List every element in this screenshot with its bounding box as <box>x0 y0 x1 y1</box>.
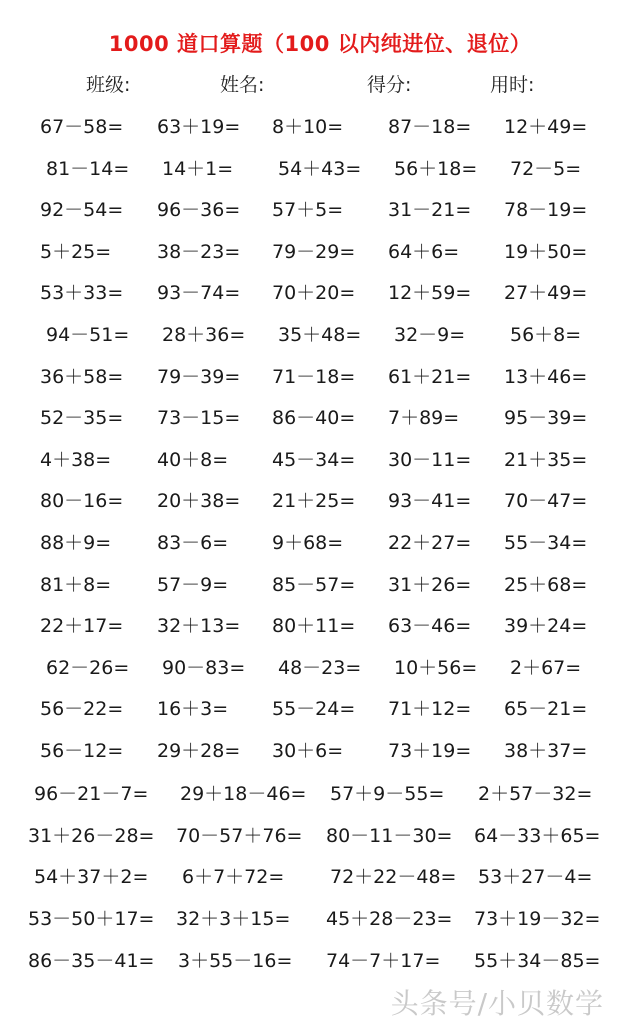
problem-cell: 30－11= <box>388 448 472 471</box>
problem-cell: 72＋22－48= <box>330 866 457 889</box>
problem-cell: 22＋17= <box>40 615 124 638</box>
problem-cell: 70－47= <box>504 490 588 513</box>
problem-cell: 5＋25= <box>40 240 112 263</box>
problem-cell: 2＋67= <box>510 656 582 679</box>
problem-cell: 92－54= <box>40 199 124 222</box>
problem-cell: 40＋8= <box>157 448 229 471</box>
problem-cell: 29＋28= <box>157 740 241 762</box>
problem-cell: 45－34= <box>272 448 356 471</box>
problem-cell: 31－21= <box>388 199 472 222</box>
watermark: 头条号/小贝数学 <box>390 987 604 1020</box>
problem-cell: 63－46= <box>388 615 472 638</box>
problem-cell: 55－34= <box>504 532 588 554</box>
problem-cell: 81－14= <box>46 157 130 180</box>
problem-cell: 70＋20= <box>272 282 356 305</box>
problem-cell: 22＋27= <box>388 532 472 554</box>
problem-cell: 16＋3= <box>157 698 229 721</box>
problem-cell: 14＋1= <box>162 157 234 180</box>
problem-cell: 32－9= <box>394 324 466 346</box>
problem-cell: 54＋37＋2= <box>34 866 149 889</box>
problem-cell: 38－23= <box>157 240 241 263</box>
problem-cell: 79－29= <box>272 240 356 263</box>
problem-cell: 30＋6= <box>272 740 344 762</box>
problem-cell: 85－57= <box>272 573 356 596</box>
problem-cell: 20＋38= <box>157 490 241 513</box>
problem-cell: 72－5= <box>510 157 582 180</box>
problem-cell: 64＋6= <box>388 240 460 263</box>
problem-cell: 78－19= <box>504 199 588 222</box>
problem-cell: 80＋11= <box>272 615 356 638</box>
problem-cell: 94－51= <box>46 324 130 346</box>
problem-cell: 53－50＋17= <box>28 908 155 931</box>
problem-cell: 70－57＋76= <box>176 824 303 847</box>
problem-cell: 52－35= <box>40 407 124 430</box>
problem-cell: 54＋43= <box>278 157 362 180</box>
problem-cell: 71－18= <box>272 365 356 388</box>
class-label: 班级: <box>86 74 131 96</box>
problem-cell: 55－24= <box>272 698 356 721</box>
problem-cell: 56＋8= <box>510 324 582 346</box>
problem-cell: 3＋55－16= <box>178 949 293 972</box>
problem-cell: 80－11－30= <box>326 824 453 847</box>
problem-cell: 4＋38= <box>40 448 112 471</box>
problem-cell: 83－6= <box>157 532 229 554</box>
problem-cell: 73＋19= <box>388 740 472 762</box>
problem-cell: 13＋46= <box>504 365 588 388</box>
problem-cell: 86－35－41= <box>28 949 155 972</box>
problem-cell: 39＋24= <box>504 615 588 638</box>
problem-cell: 31＋26= <box>388 573 472 596</box>
problem-cell: 67－58= <box>40 116 124 138</box>
problem-cell: 36＋58= <box>40 365 124 388</box>
problem-cell: 96－36= <box>157 199 241 222</box>
problem-cell: 57＋5= <box>272 199 344 222</box>
problem-cell: 7＋89= <box>388 407 460 430</box>
problem-cell: 81＋8= <box>40 573 112 596</box>
problem-cell: 95－39= <box>504 407 588 430</box>
problem-cell: 12＋49= <box>504 116 588 138</box>
problem-cell: 86－40= <box>272 407 356 430</box>
problem-cell: 48－23= <box>278 656 362 679</box>
problem-cell: 61＋21= <box>388 365 472 388</box>
problem-cell: 73＋19－32= <box>474 908 601 931</box>
problem-cell: 63＋19= <box>157 116 241 138</box>
problem-cell: 55＋34－85= <box>474 949 601 972</box>
problem-cell: 93－74= <box>157 282 241 305</box>
problem-cell: 32＋3＋15= <box>176 908 291 931</box>
problem-cell: 53＋33= <box>40 282 124 305</box>
problem-cell: 65－21= <box>504 698 588 721</box>
problem-cell: 73－15= <box>157 407 241 430</box>
problem-cell: 21＋25= <box>272 490 356 513</box>
problem-cell: 45＋28－23= <box>326 908 453 931</box>
problem-cell: 27＋49= <box>504 282 588 305</box>
problem-cell: 31＋26－28= <box>28 824 155 847</box>
page-title: 1000 道口算题（100 以内纯进位、退位） <box>108 32 532 56</box>
problem-cell: 62－26= <box>46 656 130 679</box>
problem-cell: 25＋68= <box>504 573 588 596</box>
problem-cell: 87－18= <box>388 116 472 138</box>
problem-cell: 28＋36= <box>162 324 246 346</box>
problem-cell: 29＋18－46= <box>180 783 307 805</box>
problem-cell: 71＋12= <box>388 698 472 721</box>
problem-cell: 56－12= <box>40 740 124 762</box>
problem-cell: 32＋13= <box>157 615 241 638</box>
problem-cell: 10＋56= <box>394 656 478 679</box>
problem-cell: 93－41= <box>388 490 472 513</box>
problem-cell: 8＋10= <box>272 116 344 138</box>
problem-cell: 6＋7＋72= <box>182 866 285 889</box>
problem-cell: 64－33＋65= <box>474 824 601 847</box>
problem-cell: 96－21－7= <box>34 783 149 805</box>
problem-cell: 12＋59= <box>388 282 472 305</box>
problem-cell: 56－22= <box>40 698 124 721</box>
problem-cell: 56＋18= <box>394 157 478 180</box>
name-label: 姓名: <box>220 74 265 96</box>
problem-cell: 19＋50= <box>504 240 588 263</box>
problem-cell: 57＋9－55= <box>330 783 445 805</box>
score-label: 得分: <box>367 74 412 96</box>
problem-cell: 38＋37= <box>504 740 588 762</box>
problem-cell: 53＋27－4= <box>478 866 593 889</box>
problem-cell: 79－39= <box>157 365 241 388</box>
problem-cell: 2＋57－32= <box>478 783 593 805</box>
problem-cell: 90－83= <box>162 656 246 679</box>
problem-cell: 88＋9= <box>40 532 112 554</box>
problem-cell: 80－16= <box>40 490 124 513</box>
problem-cell: 21＋35= <box>504 448 588 471</box>
problem-cell: 9＋68= <box>272 532 344 554</box>
problem-cell: 57－9= <box>157 573 229 596</box>
problem-cell: 74－7＋17= <box>326 949 441 972</box>
time-label: 用时: <box>490 74 535 96</box>
problem-cell: 35＋48= <box>278 324 362 346</box>
